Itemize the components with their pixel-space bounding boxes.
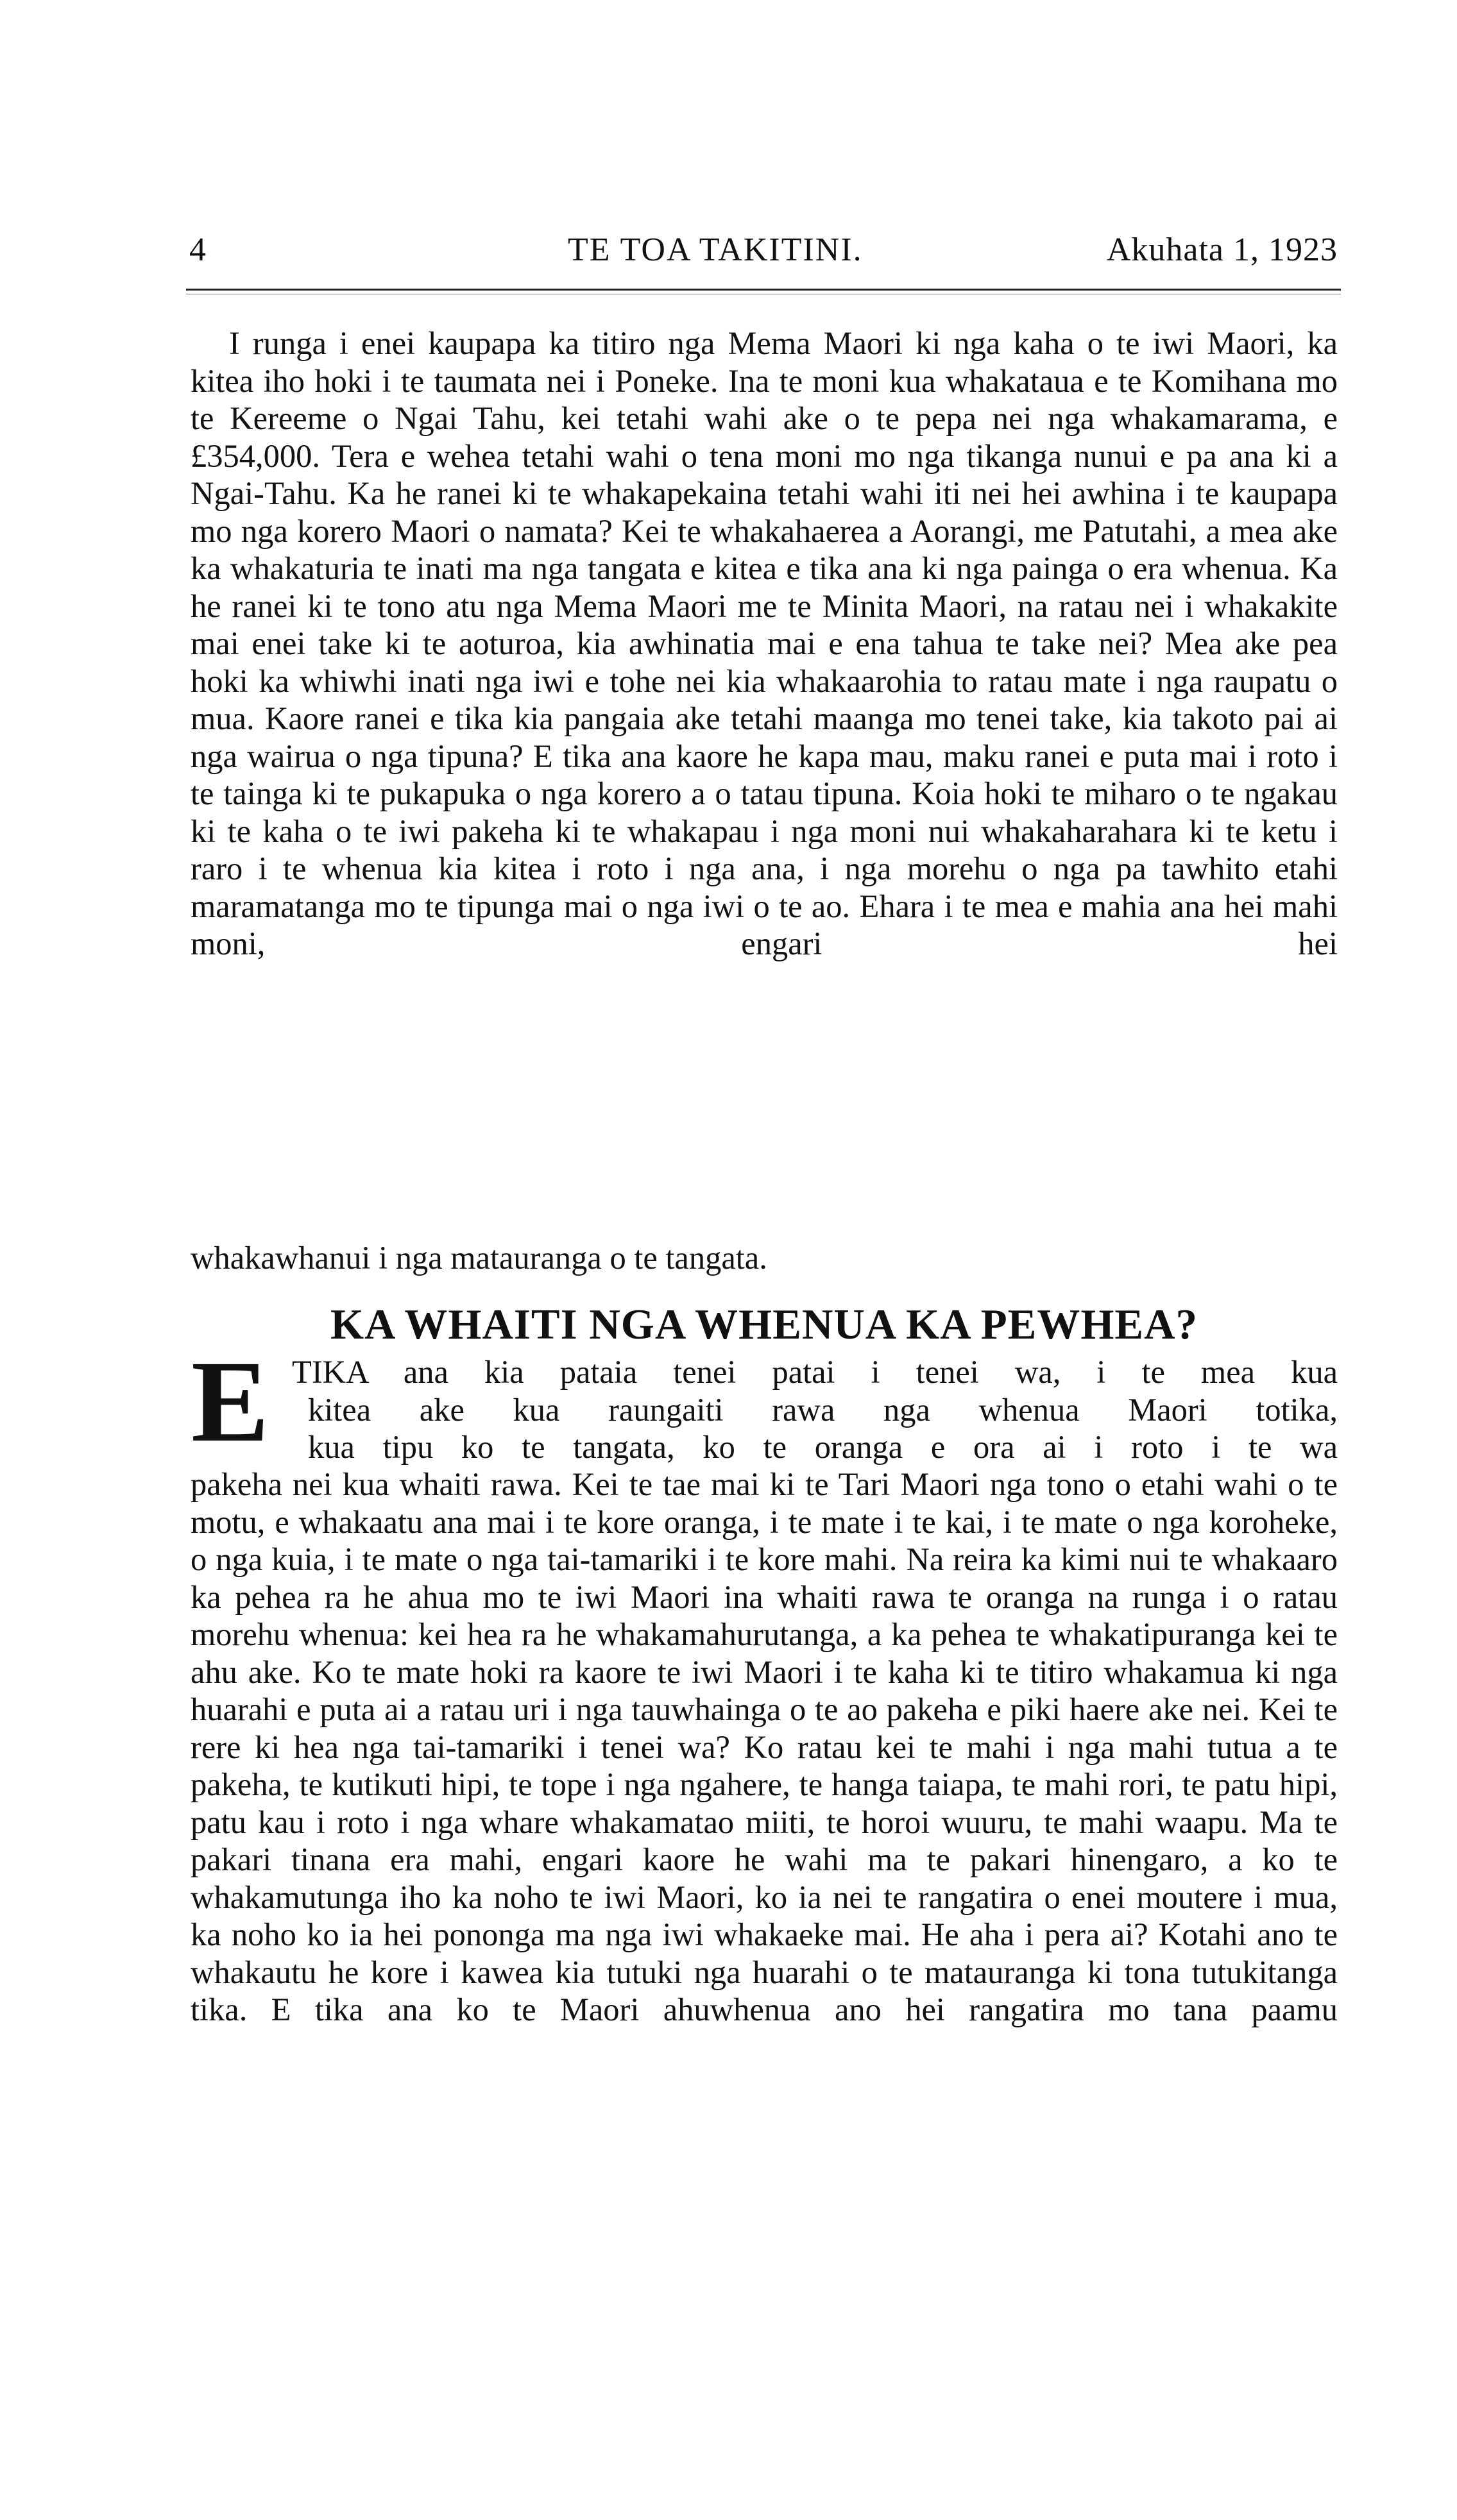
running-header [189, 228, 1338, 273]
issue-date: Akuhata 1, 1923 [1106, 232, 1338, 268]
publication-title: TE TOA TAKITINI. [568, 232, 863, 268]
drop-cap: E [191, 1337, 269, 1466]
paragraph-kaupapa: I runga i enei kaupapa ka titiro nga Mema Maori ki nga kaha o te iwi Maori, ka kitea iho hoki i te taumata nei i Poneke. Ina te moni kua whakataua e te Komihana mo te Kereeme o Ngai Tahu, kei tetahi wahi ake o te pepa nei nga whakamarama, e £354,000. Tera e wehea tetahi wahi o tena moni mo nga tikanga nunui e pa ana ki a Ngai-Tahu. Ka he ranei ki te whakapekaina tetahi wahi iti nei hei awhina i te kaupapa mo nga korero Maori o namata? Kei te whakahaerea a Aorangi, me Patutahi, a mea ake ka whakaturia te inati ma nga tangata e kitea e tika ana ki nga painga o era whenua. Ka he ranei ki te tono atu nga Mema Maori me te Minita Maori, na ratau nei i whakakite mai enei take ki te aoturoa, kia awhinatia mai e ena tahua te take nei? Mea ake pea hoki ka whiwhi inati nga iwi e tohe nei kia whakaarohia to ratau mate i nga raupatu o mua. Kaore ranei e tika kia pangaia ake tetahi maanga mo tenei take, kia takoto pai ai nga wairua o nga tipuna? E tika ana kaore he kapa mau, maku ranei e puta mai i roto i te tainga ki te pukapuka o nga korero a o tatau tipuna. Koia hoki te miharo o te ngakau ki te kaha o te iwi pakeha ki te whakapau i nga moni nui whakaharahara ki te ketu i raro i te whenua kia kitea i roto i nga ana, i nga morehu o nga pa tawhito etahi maramatanga mo te tipunga mai o nga iwi o te ao. Ehara i te mea e mahia ana hei mahi moni, engari hei [191, 325, 1338, 961]
lead-line-2: kitea ake kua raungaiti rawa nga whenua Maori totika, [308, 1391, 1338, 1428]
page-number: 4 [189, 232, 206, 268]
header-rule [186, 289, 1341, 291]
lead-line-3: kua tipu ko te tangata, ko te oranga e ora ai i roto i te wa [308, 1429, 1338, 1465]
section-heading: KA WHAITI NGA WHENUA KA PEWHEA? [330, 1301, 1198, 1348]
paragraph-kaupapa-last-line: whakawhanui i nga matauranga o te tangata. [191, 1240, 767, 1276]
section-lead-lines [292, 1353, 1338, 1466]
lead-line-1: TIKA ana kia pataia tenei patai i tenei wa, i te mea kua [292, 1354, 1338, 1390]
section-body: pakeha nei kua whaiti rawa. Kei te tae mai ki te Tari Maori nga tono o etahi wahi o te motu, e whakaatu ana mai i te kore oranga, i te mate i te kai, i te mate o nga koroheke, o nga kuia, i te mate o nga tai-tamariki i te kore mahi. Na reira ka kimi nui te whakaaro ka pehea ra he ahua mo te iwi Maori ina whaiti rawa te oranga na runga i o ratau morehu whenua: kei hea ra he whakamahurutanga, a ka pehea te whakatipuranga kei te ahu ake. Ko te mate hoki ra kaore te iwi Maori i te kaha ki te titiro whakamua ki nga huarahi e puta ai a ratau uri i nga tauwhainga o te ao pakeha e piki haere ake nei. Kei te rere ki hea nga tai-tamariki i tenei wa? Ko ratau kei te mahi i nga mahi tutua a te pakeha, te kutikuti hipi, te tope i nga ngahere, te hanga taiapa, te mahi rori, te patu hipi, patu kau i roto i nga whare whakamatao miiti, te horoi wuuru, te mahi waapu. Ma te pakari tinana era mahi, engari kaore he wahi ma te pakari hinengaro, a ko te whakamutunga iho ka noho te iwi Maori, ko ia nei te rangatira o enei moutere i mua, ka noho ko ia hei pononga ma nga iwi whakaeke mai. He aha i pera ai? Kotahi ano te whakautu he kore i kawea kia tutuki nga huarahi o te matauranga ki tona tutukitanga tika. E tika ana ko te Maori ahuwhenua ano hei rangatira mo tana paamu [191, 1466, 1338, 2027]
